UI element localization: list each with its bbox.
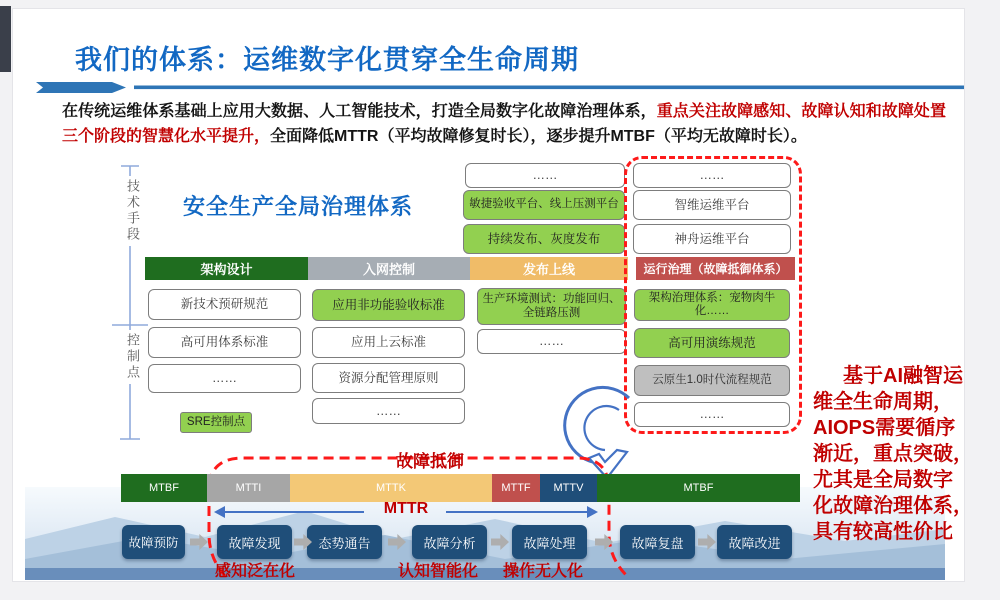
governance-title: 安全生产全局治理体系 — [183, 194, 414, 219]
phase-network-control: 入网控制 — [308, 257, 470, 280]
side-note-line: 化故障治理体系， — [813, 495, 973, 517]
control-box: 高可用演练规范 — [634, 328, 790, 358]
process-step: 故障处理 — [512, 525, 587, 559]
platform-box: 持续发布、灰度发布 — [463, 224, 625, 254]
control-box: 资源分配管理原则 — [312, 363, 465, 393]
platform-box: …… — [633, 163, 791, 188]
control-box: 云原生1.0时代流程规范 — [634, 365, 790, 396]
process-step: 故障复盘 — [620, 525, 695, 559]
control-box: 架构治理体系：宠物肉牛化…… — [634, 289, 790, 321]
phase-operation: 运行治理（故障抵御体系） — [636, 257, 795, 280]
control-box: …… — [634, 402, 790, 427]
process-step: 态势通告 — [307, 525, 382, 559]
intro-part-2-highlight: 重点关注故障感知、故障认知和故障处置三个阶段的智慧化水平提升， — [62, 103, 946, 145]
intro-part-1: 在传统运维体系基础上应用大数据、人工智能技术，打造全局数字化故障治理体系， — [62, 103, 657, 120]
stage-note-perception: 感知泛在化 — [215, 563, 296, 580]
stage-note-cognition: 认知智能化 — [398, 563, 479, 580]
side-note-line: AIOPS需要循序 — [813, 417, 956, 439]
phase-release: 发布上线 — [470, 257, 628, 280]
defense-title: 故障抵御 — [396, 452, 464, 471]
sre-control-tag: SRE控制点 — [180, 412, 252, 433]
platform-box: 敏捷验收平台、线上压测平台 — [463, 190, 625, 220]
title-rule — [36, 81, 966, 94]
side-note-line: 渐近，重点突破， — [813, 443, 973, 465]
control-box: 新技术预研规范 — [148, 289, 301, 320]
platform-box: 智维运维平台 — [633, 190, 791, 220]
corner-decoration — [0, 6, 11, 72]
timeline-segment-mttk: MTTK — [290, 474, 492, 502]
process-step: 故障预防 — [122, 525, 185, 559]
side-note-line: 尤其是全局数字 — [813, 469, 953, 491]
process-step: 故障发现 — [217, 525, 292, 559]
intro-paragraph — [62, 99, 946, 149]
timeline-segment-mttv: MTTV — [540, 474, 597, 502]
timeline-segment-mttf: MTTF — [492, 474, 540, 502]
side-note-line: 具有较高性价比 — [813, 521, 953, 543]
axis-label-control: 控制点 — [122, 330, 143, 384]
phase-arch-design: 架构设计 — [145, 257, 308, 280]
timeline-segment-mtbf-right: MTBF — [597, 474, 800, 502]
stage-note-operation: 操作无人化 — [503, 563, 584, 580]
timeline-segment-mtti: MTTI — [207, 474, 290, 502]
side-note-line: 维全生命周期， — [813, 391, 953, 413]
control-box: 应用非功能验收标准 — [312, 289, 465, 321]
intro-part-3: 全面降低MTTR（平均故障修复时长），逐步提升MTBF（平均无故障时长）。 — [270, 128, 807, 145]
control-box: 生产环境测试：功能回归、全链路压测 — [477, 288, 626, 325]
timeline-segment-mtbf-left: MTBF — [121, 474, 207, 502]
side-note — [813, 363, 973, 545]
control-box: …… — [148, 364, 301, 393]
platform-box: 神舟运维平台 — [633, 224, 791, 254]
control-box: …… — [477, 329, 626, 354]
mttr-label: MTTR — [383, 500, 429, 517]
control-box: 应用上云标准 — [312, 327, 465, 358]
control-box: 高可用体系标准 — [148, 327, 301, 358]
platform-box: …… — [465, 163, 625, 188]
ops-highlight-dashed-frame — [624, 156, 802, 434]
page-title: 我们的体系：运维数字化贯穿全生命周期 — [75, 45, 579, 75]
control-box: …… — [312, 398, 465, 424]
process-step: 故障分析 — [412, 525, 487, 559]
axis-label-tech: 技术手段 — [122, 176, 143, 246]
side-note-line: 基于AI融智运 — [843, 365, 963, 387]
process-step: 故障改进 — [717, 525, 792, 559]
